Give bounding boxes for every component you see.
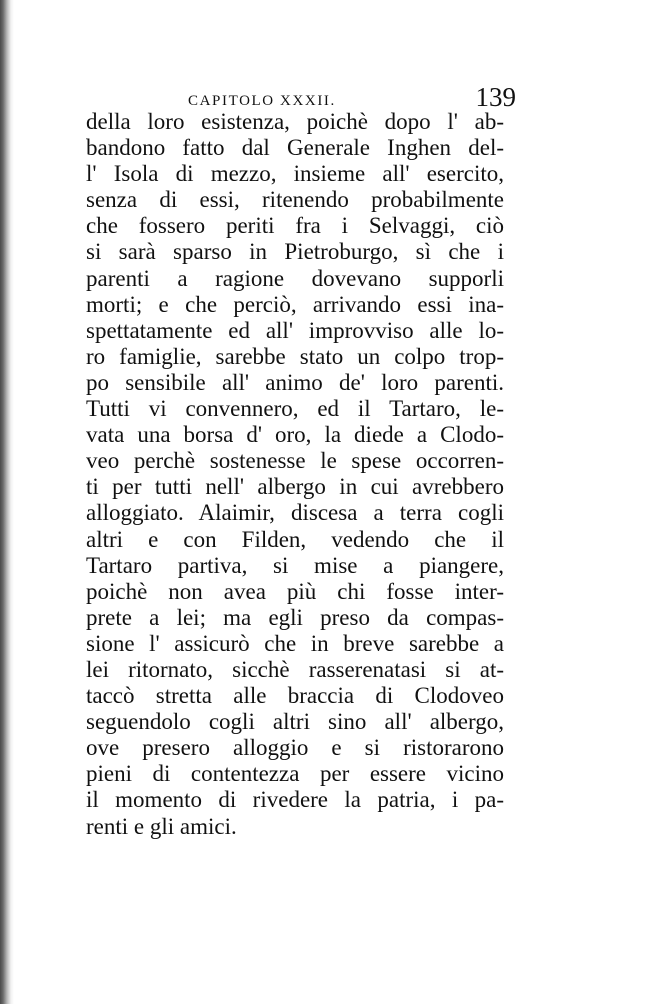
body-text: [86, 109, 504, 840]
text-line: della loro esistenza, poichè dopo l' ab-: [86, 109, 504, 134]
text-line: poichè non avea più chi fosse inter-: [86, 578, 504, 604]
text-line: bandono fatto dal Generale Inghen del-: [86, 135, 504, 161]
binding-gutter-shadow: [0, 0, 14, 1004]
text-line: Tutti vi convennero, ed il Tartaro, le-: [86, 396, 504, 422]
text-line: parenti a ragione dovevano supporli: [86, 265, 504, 291]
text-line: il momento di rivedere la patria, i pa-: [86, 787, 504, 813]
text-line: seguendolo cogli altri sino all' albergo,: [86, 709, 504, 735]
text-line: pieni di contentezza per essere vicino: [86, 761, 504, 787]
text-line: alloggiato. Alaimir, discesa a terra cogli: [86, 500, 504, 526]
text-line: Tartaro partiva, si mise a piangere,: [86, 552, 504, 578]
text-line: ove presero alloggio e si ristorarono: [86, 735, 504, 761]
text-line: senza di essi, ritenendo probabilmente: [86, 187, 504, 213]
text-line: ti per tutti nell' albergo in cui avrebbero: [86, 474, 504, 500]
text-line: l' Isola di mezzo, insieme all' esercito,: [86, 161, 504, 187]
text-line: sione l' assicurò che in breve sarebbe a: [86, 630, 504, 656]
text-line: po sensibile all' animo de' loro parenti.: [86, 369, 504, 395]
text-line: prete a lei; ma egli preso da compas-: [86, 604, 504, 630]
text-line: spettatamente ed all' improvviso alle lo-: [86, 317, 504, 343]
text-line: si sarà sparso in Pietroburgo, sì che i: [86, 239, 504, 265]
text-line: renti e gli amici.: [86, 813, 237, 839]
text-line: taccò stretta alle braccia di Clodoveo: [86, 683, 504, 709]
text-line: vata una borsa d' oro, la diede a Clodo-: [86, 422, 504, 448]
page-number: 139: [475, 82, 516, 112]
text-line: morti; e che perciò, arrivando essi ina-: [86, 291, 504, 317]
text-line: che fossero periti fra i Selvaggi, ciò: [86, 213, 504, 239]
chapter-heading: CAPITOLO XXXII.: [188, 93, 336, 109]
text-line: lei ritornato, sicchè rasserenatasi si at-: [86, 656, 504, 682]
text-line: veo perchè sostenesse le spese occorren-: [86, 448, 504, 474]
text-line: ro famiglie, sarebbe stato un colpo trop-: [86, 343, 504, 369]
text-line: altri e con Filden, vedendo che il: [86, 526, 504, 552]
